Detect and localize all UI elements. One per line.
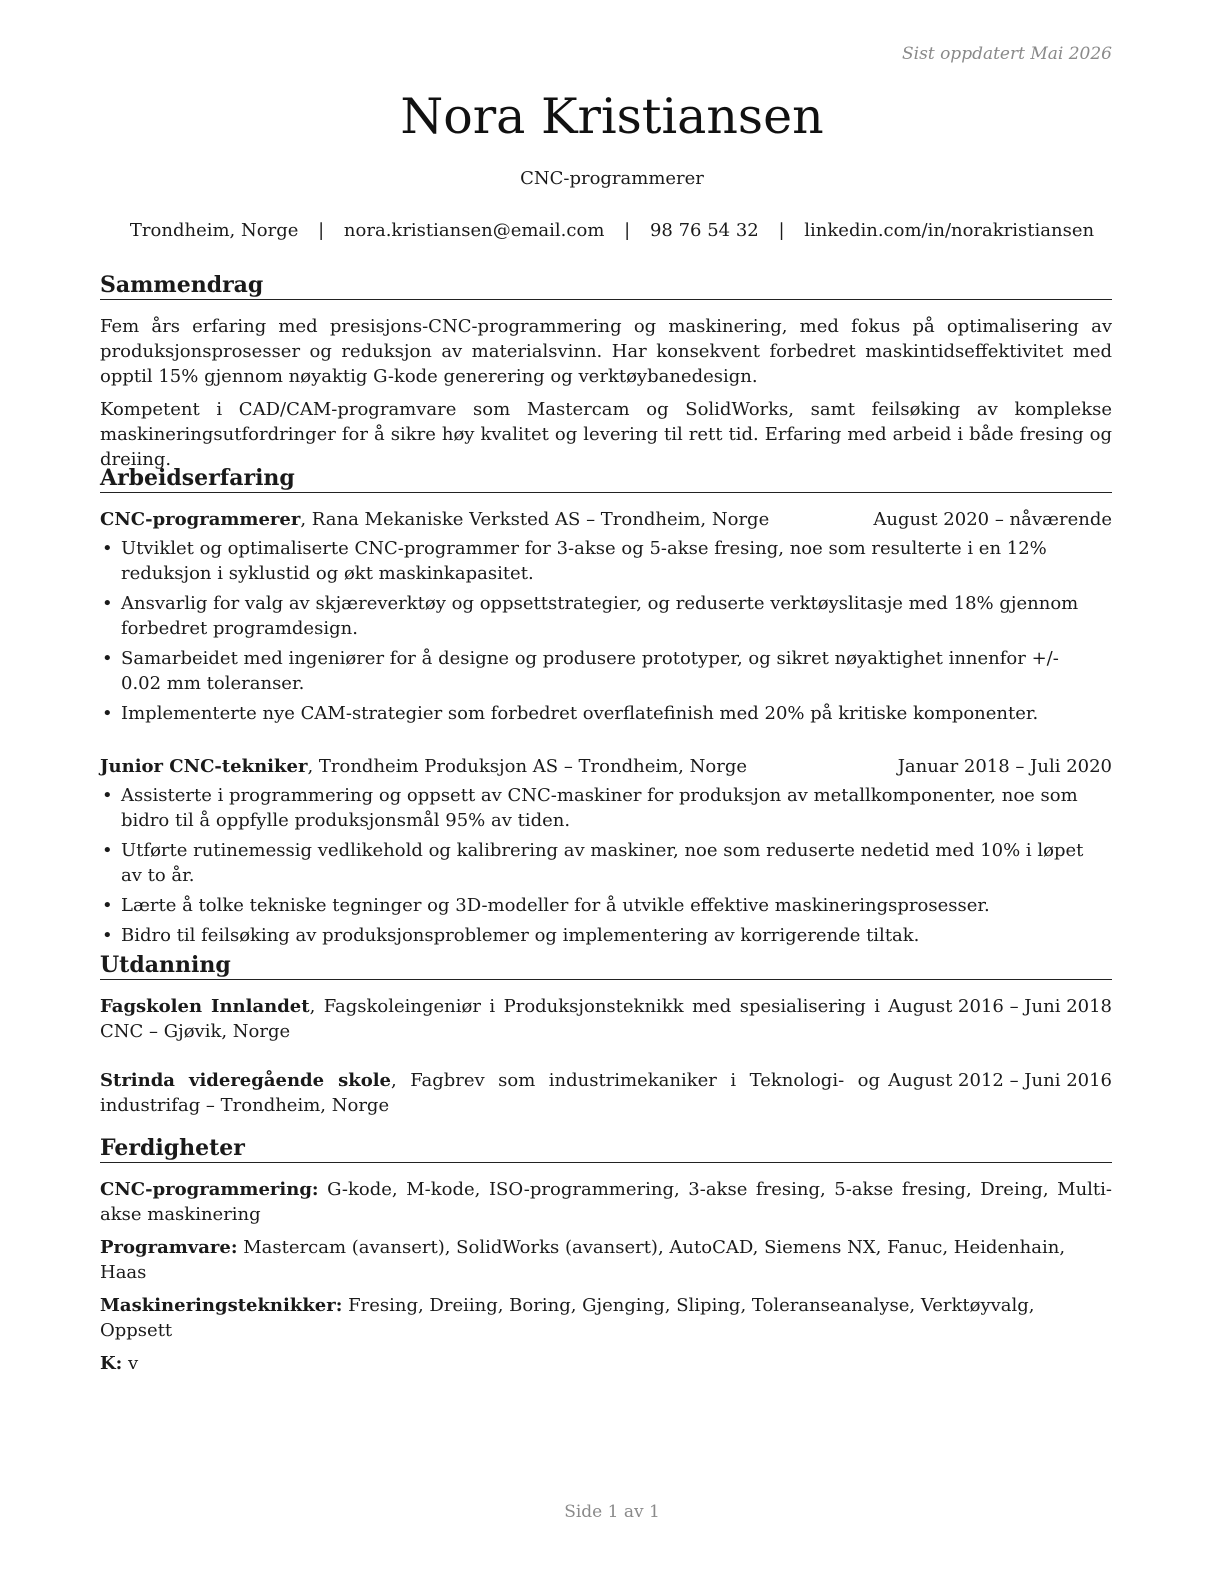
summary-paragraph: Kompetent i CAD/CAM-programvare som Mastercam og SolidWorks, samt feilsøking av komplekse maskineringsutfordringer for å sikre høy kvalitet og levering til rett tid. Erfaring med arbeid i både fresing og dreiing. bbox=[100, 399, 1112, 470]
contact-line bbox=[0, 219, 1224, 243]
skill-value: Fresing, Dreiing, Boring, Gjenging, Sliping, Toleranseanalyse, Verktøyvalg, Oppsett bbox=[100, 1295, 1035, 1341]
summary-section bbox=[100, 314, 1112, 472]
job-entry bbox=[100, 507, 1112, 731]
job-bullets bbox=[100, 783, 1112, 948]
skill-label: K: bbox=[100, 1353, 123, 1374]
section-title-experience: Arbeidserfaring bbox=[100, 464, 1112, 493]
list-item: • Samarbeidet med ingeniører for å designe og produsere prototyper, og sikret nøyaktighet innenfor +/- 0.02 mm toleranser. bbox=[100, 646, 1112, 696]
skill-line bbox=[100, 1177, 1112, 1227]
skill-line bbox=[100, 1235, 1112, 1285]
job-company: , Trondheim Produksjon AS – Trondheim, Norge bbox=[307, 756, 747, 777]
candidate-name: Nora Kristiansen bbox=[400, 88, 824, 145]
job-dates: August 2020 – nåværende bbox=[873, 509, 1112, 530]
skill-value: v bbox=[122, 1353, 139, 1374]
job-title-line bbox=[100, 507, 769, 532]
contact-separator: | bbox=[318, 220, 325, 241]
list-item: • Bidro til feilsøking av produksjonsproblemer og implementering av korrigerende tiltak. bbox=[100, 923, 1112, 948]
section-title-education: Utdanning bbox=[100, 951, 1112, 980]
job-entry bbox=[100, 754, 1112, 953]
contact-separator: | bbox=[624, 220, 631, 241]
list-item: • Assisterte i programmering og oppsett av CNC-maskiner for produksjon av metallkomponenter, noe som bidro til å oppfylle produksjonsmål 95% av tiden. bbox=[100, 783, 1112, 833]
contact-email[interactable]: nora.kristiansen@email.com bbox=[343, 220, 605, 241]
education-school: Fagskolen Innlandet bbox=[100, 996, 310, 1017]
education-entry bbox=[100, 1068, 1112, 1118]
job-role: Junior CNC-tekniker bbox=[100, 756, 308, 777]
education-dates: August 2016 – Juni 2018 bbox=[888, 996, 1112, 1017]
skill-label: Maskineringsteknikker: bbox=[100, 1295, 343, 1316]
section-title-skills: Ferdigheter bbox=[100, 1134, 1112, 1163]
skill-value: Mastercam (avansert), SolidWorks (avansert), AutoCAD, Siemens NX, Fanuc, Heidenhain, Haas bbox=[100, 1237, 1066, 1283]
contact-separator: | bbox=[778, 220, 785, 241]
job-role: CNC-programmerer bbox=[100, 509, 301, 530]
candidate-role: CNC-programmerer bbox=[520, 168, 704, 189]
education-detail: Fagskolen Innlandet, Fagskoleingeniør i Produksjonsteknikk med spesialisering i CNC – Gjøvik, Norge bbox=[100, 996, 880, 1042]
summary-paragraph: Fem års erfaring med presisjons-CNC-programmering og maskinering, med fokus på optimalisering av produksjonsprosesser og reduksjon av materialsvinn. Har konsekvent forbedret maskintidseffektivitet med opptil 15% gjennom nøyaktig G-kode generering og verktøybanedesign. bbox=[100, 316, 1112, 387]
job-header bbox=[100, 507, 1112, 532]
list-item: • Utførte rutinemessig vedlikehold og kalibrering av maskiner, noe som reduserte nedetid med 10% i løpet av to år. bbox=[100, 838, 1112, 888]
education-dates: August 2012 – Juni 2016 bbox=[888, 1070, 1112, 1091]
skill-label: Programvare: bbox=[100, 1237, 238, 1258]
skill-value: G-kode, M-kode, ISO-programmering, 3-akse fresing, 5-akse fresing, Dreing, Multi-akse maskinering bbox=[100, 1179, 1112, 1225]
job-title-line bbox=[100, 754, 747, 779]
contact-location: Trondheim, Norge bbox=[129, 220, 299, 241]
job-bullets bbox=[100, 536, 1112, 726]
last-updated: Sist oppdatert Mai 2026 bbox=[902, 44, 1112, 64]
page-number: Side 1 av 1 bbox=[564, 1502, 660, 1522]
skill-label: CNC-programmering: bbox=[100, 1179, 319, 1200]
job-header bbox=[100, 754, 1112, 779]
skill-line bbox=[100, 1351, 1112, 1376]
education-school: Strinda videregående skole bbox=[100, 1070, 391, 1091]
contact-linkedin[interactable]: linkedin.com/in/norakristiansen bbox=[804, 220, 1095, 241]
list-item: • Lærte å tolke tekniske tegninger og 3D-modeller for å utvikle effektive maskineringsprosesser. bbox=[100, 893, 1112, 918]
skills-section bbox=[100, 1177, 1112, 1376]
skill-line bbox=[100, 1293, 1112, 1343]
list-item: • Ansvarlig for valg av skjæreverktøy og oppsettstrategier, og reduserte verktøyslitasje med 18% gjennom forbedret programdesign. bbox=[100, 591, 1112, 641]
education-entry bbox=[100, 994, 1112, 1044]
list-item: • Utviklet og optimaliserte CNC-programmer for 3-akse og 5-akse fresing, noe som resulterte i en 12% reduksjon i syklustid og økt maskinkapasitet. bbox=[100, 536, 1112, 586]
job-company: , Rana Mekaniske Verksted AS – Trondheim, Norge bbox=[300, 509, 770, 530]
job-dates: Januar 2018 – Juli 2020 bbox=[897, 756, 1112, 777]
contact-phone: 98 76 54 32 bbox=[649, 220, 759, 241]
list-item: • Implementerte nye CAM-strategier som forbedret overflatefinish med 20% på kritiske komponenter. bbox=[100, 701, 1112, 726]
section-title-summary: Sammendrag bbox=[100, 271, 1112, 300]
education-detail: Strinda videregående skole, Fagbrev som industrimekaniker i Teknologi- og industrifag – Trondheim, Norge bbox=[100, 1070, 880, 1116]
